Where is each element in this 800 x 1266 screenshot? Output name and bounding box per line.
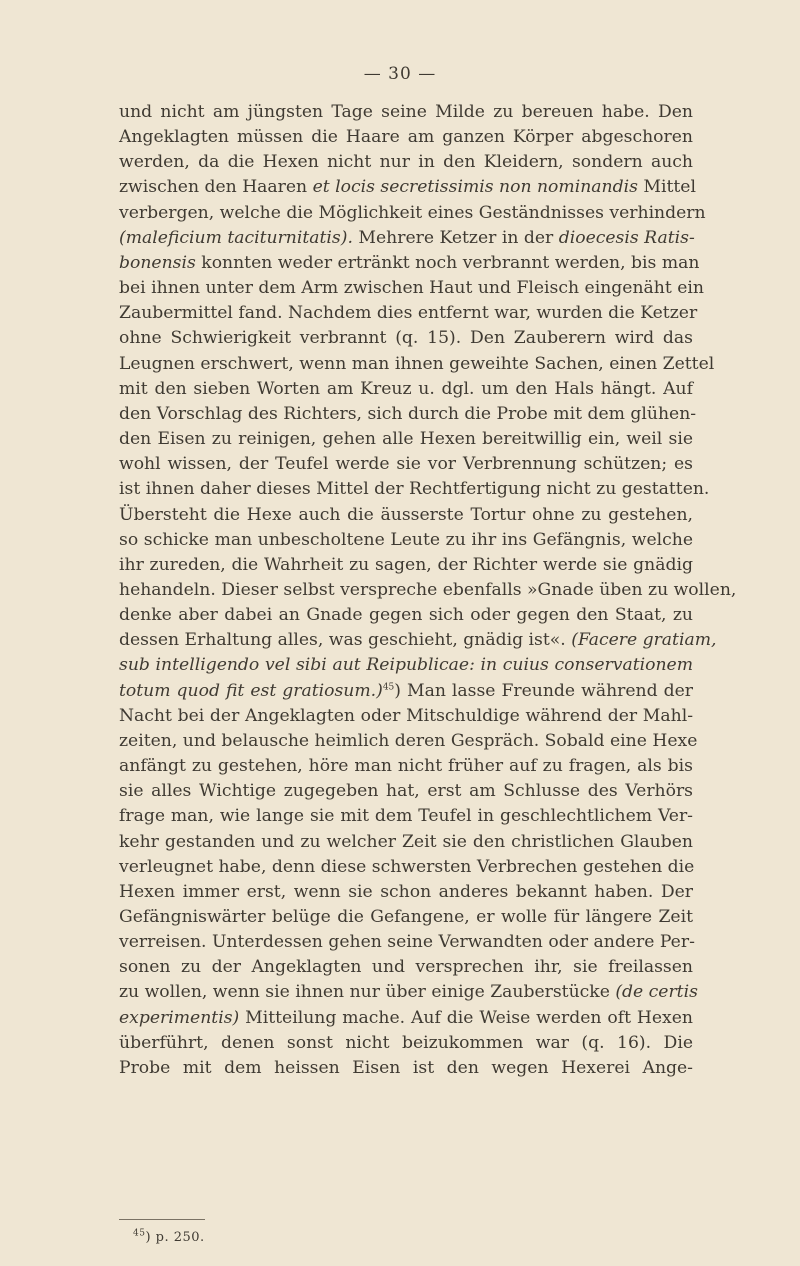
footnote-marker: 45 — [133, 1228, 146, 1239]
text-line: Zaubermittel fand. Nachdem dies entfernt war, wurden die Ketzer — [119, 303, 698, 324]
latin-phrase: sub intelligendo vel sibi aut Reipublicae: in cuius conservationem — [119, 655, 693, 676]
latin-phrase: (maleficium taciturnitatis). — [119, 227, 353, 248]
text-run: Mehrere Ketzer in der — [352, 227, 559, 248]
text-line: werden, da die Hexen nicht nur in den Kleidern, sondern auch — [119, 152, 693, 173]
body-text — [119, 100, 737, 1081]
text-line: so schicke man unbescholtene Leute zu ihr ins Gefängnis, welche — [119, 529, 693, 550]
text-line: den Vorschlag des Richters, sich durch die Probe mit dem glühen- — [119, 403, 697, 424]
latin-phrase: bonensis — [119, 252, 196, 273]
text-line: sonen zu der Angeklagten und versprechen ihr, sie freilassen — [119, 957, 693, 978]
latin-phrase: (Facere gratiam, — [571, 630, 717, 651]
text-line: ist ihnen daher dieses Mittel der Rechtfertigung nicht zu gestatten. — [119, 479, 710, 500]
text-line: frage man, wie lange sie mit dem Teufel in geschlechtlichem Ver- — [119, 806, 693, 827]
footnote — [133, 1230, 205, 1245]
footnote-reference: 45 — [382, 681, 395, 692]
text-run: Mitteilung mache. Auf die Weise werden oft Hexen — [239, 1007, 693, 1028]
text-line: Übersteht die Hexe auch die äusserste Tortur ohne zu gestehen, — [119, 504, 693, 525]
text-line: sie alles Wichtige zugegeben hat, erst am Schlusse des Verhörs — [119, 781, 693, 802]
text-line: zeiten, und belausche heimlich deren Gespräch. Sobald eine Hexe — [119, 730, 698, 751]
text-line: verleugnet habe, denn diese schwersten Verbrechen gestehen die — [119, 856, 695, 877]
text-run: konnten weder ertränkt noch verbrannt werden, bis man — [195, 252, 700, 273]
text-line: Gefängniswärter belüge die Gefangene, er wolle für längere Zeit — [119, 907, 693, 927]
text-line: Angeklagten müssen die Haare am ganzen Körper abgeschoren — [119, 127, 693, 148]
text-line: verreisen. Unterdessen gehen seine Verwandten oder andere Per- — [119, 932, 695, 953]
text-line: Hexen immer erst, wenn sie schon anderes bekannt haben. Der — [119, 881, 693, 902]
latin-phrase: dioecesis Ratis- — [558, 227, 695, 248]
text-line — [119, 628, 717, 653]
text-line: anfängt zu gestehen, höre man nicht früher auf zu fragen, als bis — [119, 756, 693, 777]
footnote-divider — [119, 1219, 205, 1220]
latin-phrase: totum quod fit est gratiosum.) — [119, 680, 383, 701]
text-run: dessen Erhaltung alles, was geschieht, gnädig ist«. — [119, 630, 572, 651]
text-line: mit den sieben Worten am Kreuz u. dgl. um den Hals hängt. Auf — [119, 378, 693, 399]
text-run: ) Man lasse Freunde während der — [394, 680, 693, 701]
text-line: ihr zureden, die Wahrheit zu sagen, der Richter werde sie gnädig — [119, 554, 693, 575]
text-line: denke aber dabei an Gnade gegen sich oder gegen den Staat, zu — [119, 605, 693, 626]
latin-phrase: et locis secretissimis non nominandis — [312, 177, 638, 198]
text-line: verbergen, welche die Möglichkeit eines Geständnisses verhindern — [119, 202, 706, 223]
text-line: bei ihnen unter dem Arm zwischen Haut und Fleisch eingenäht ein — [119, 278, 704, 299]
text-line: und nicht am jüngsten Tage seine Milde zu bereuen habe. Den — [119, 102, 693, 122]
latin-phrase: (de certis — [615, 982, 698, 1003]
text-line: Nacht bei der Angeklagten oder Mitschuldige während der Mahl- — [119, 705, 693, 726]
text-line — [119, 653, 693, 678]
text-line: kehr gestanden und zu welcher Zeit sie den christlichen Glauben — [119, 831, 693, 852]
text-line: Leugnen erschwert, wenn man ihnen geweihte Sachen, einen Zettel — [119, 353, 715, 374]
text-line: Probe mit dem heissen Eisen ist den wegen Hexerei Ange- — [119, 1057, 693, 1078]
text-line — [119, 1006, 693, 1031]
text-line — [119, 251, 700, 276]
text-line: überführt, denen sonst nicht beizukommen war (q. 16). Die — [119, 1032, 693, 1053]
text-line — [119, 980, 698, 1005]
text-run: zu wollen, wenn sie ihnen nur über einige Zauberstücke — [119, 982, 616, 1003]
text-line: den Eisen zu reinigen, gehen alle Hexen bereitwillig ein, weil sie — [119, 429, 693, 450]
text-run: Mittel — [637, 177, 696, 198]
text-run: zwischen den Haaren — [119, 177, 313, 198]
text-line — [119, 226, 693, 251]
text-line: wohl wissen, der Teufel werde sie vor Verbrennung schützen; es — [119, 454, 693, 475]
text-line: hehandeln. Dieser selbst verspreche ebenfalls »Gnade üben zu wollen, — [119, 579, 737, 600]
latin-phrase: experimentis) — [119, 1007, 240, 1028]
footnote-text: ) p. 250. — [145, 1230, 205, 1245]
text-line — [119, 175, 696, 200]
text-line — [119, 679, 693, 704]
text-line: ohne Schwierigkeit verbrannt (q. 15). Den Zauberern wird das — [119, 328, 693, 349]
page-number: — 30 — — [363, 64, 437, 84]
